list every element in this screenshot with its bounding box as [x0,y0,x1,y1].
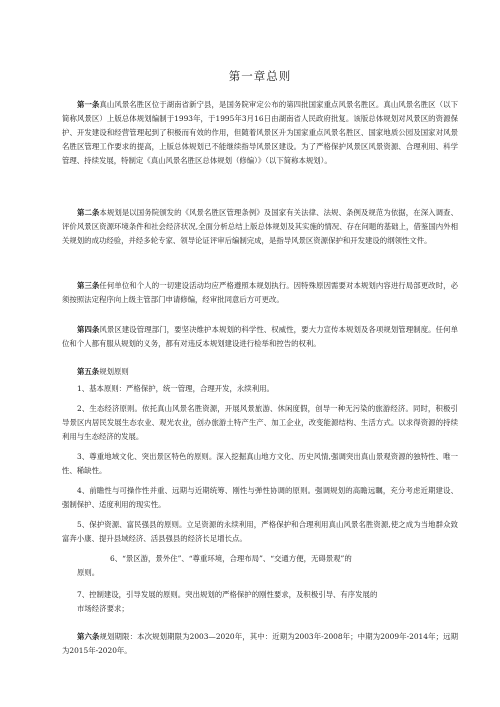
principle-item-line: 市场经济要求； [77,604,129,613]
article-text: 风景区建设管理部门，要坚决维护本规划的科学性、权威性，要大力宣传本规划及各项规划管理制度。任何单位和个人都有服从规划的义务，都有对违反本规划建设进行检举和控告的权利。 [62,325,458,348]
article-3 [62,279,458,307]
article-label: 第一条 [77,100,100,109]
article-4 [62,323,458,351]
principle-item-line: 7、控制建设，引导发展的原则。突出规划的严格保护的刚性要求，及积极引导、有序发展的 [77,590,378,599]
article-text: 任何单位和个人的一切建设活动均应严格遵照本规划执行。因特殊原因需要对本规划内容进行局部更改时，必须按照法定程序向上级主管部门申请修编，经审批同意后方可更改。 [62,281,458,304]
article-label: 第三条 [77,281,100,290]
article-label: 第五条 [77,367,100,376]
principle-item: 1、基本原则：严格保护，统一管理，合理开发，永续利用。 [77,384,274,393]
article-heading-text: 规划原则 [99,367,129,376]
principle-item: 4、前瞻性与可操作性并重、远期与近期统筹、刚性与弹性协调的原则。强调规划的高瞻远瞩，充分考虑近期建设、强制保护、适度利用的现实性。 [62,486,458,509]
article-2 [62,206,458,248]
principle-item-line: 6、“景区游，景外住”、“尊重环境，合理布局”、“交通方便，无碍景观”的 [110,554,352,563]
principle-item-line: 原则。 [77,568,100,577]
principle-item-6 [62,552,458,580]
article-5-heading [77,366,129,377]
principle-item: 2、生态经济原则。依托真山风景名胜资源，开展风景旅游、休闲度假，创导一种无污染的旅游经济。同时，积极引导景区内居民发展生态农业、观光农业，创办旅游土特产生产、加工企业，改变能源结构、生活方式。以求得资源的持续利用与生态经济的发展。 [62,404,458,441]
article-label: 第六条 [77,632,100,641]
chapter-title: 第一章总则 [228,69,292,83]
article-label: 第二条 [77,208,100,217]
article-label: 第四条 [77,325,100,334]
article-text: 真山风景名胜区位于湖南省新宁县，是国务院审定公布的第四批国家重点风景名胜区。真山风景名胜区（以下简称风景区）上版总体规划编制于1993年，于1995年3月16日由湖南省人民政府批复。该版总体规划对风景区的资源保护、开发建设和经营管理起到了积极而有效的作用，但随着风景区升为国家重点风景名胜区、国家地质公园及国家对风景名胜区管理工作要求的提高，上版总体规划已不能继续指导风景区建设。为了严格保护风景区风景资源、合理利用、科学管理、持续发展，特制定《真山风景名胜区总体规划（修编）》（以下简称本规划）。 [62,100,458,165]
article-text: 规划期限：本次规划期限为2003—2020年，其中：近期为2003年-2008年；中期为2009年-2014年；远期为2015年-2020年。 [62,632,458,655]
principle-item-7 [62,588,458,616]
article-text: 本规划是以国务院颁发的《风景名胜区管理条例》及国家有关法律、法规、条例及规范为依据，在深入调查、评价风景区资源环境条件和社会经济状况,全面分析总结上版总体规划及其实施的情况、存在问题的基础上，借鉴国内外相关规划的成功经验，并经多轮专家、领导论证评审后编制完成，是指导风景区资源保护和开发建设的纲领性文件。 [62,208,458,245]
article-6 [62,630,458,658]
principle-item: 3、尊重地域文化、突出景区特色的原则。深入挖掘真山地方文化、历史风情,强调突出真山景观资源的独特性、唯一性、稀缺性。 [62,452,458,475]
principle-item: 5、保护资源、富民强县的原则。立足资源的永续利用，严格保护和合理利用真山风景名胜资源,使之成为当地群众致富奔小康、提升县域经济、活县强县的经济长足增长点。 [62,520,458,543]
article-1 [62,98,458,168]
